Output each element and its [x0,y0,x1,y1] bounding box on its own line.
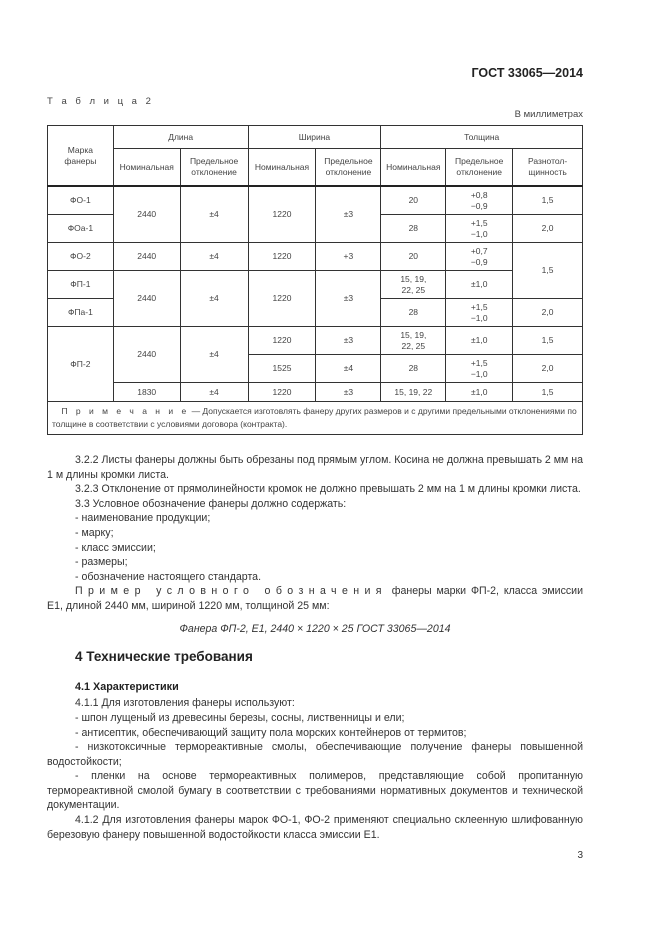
list-item: - шпон лущеный из древесины березы, сосны, лиственницы и ели; [75,711,405,724]
cell-thickness: 15, 19, 22 [381,383,446,402]
cell-length-dev: ±4 [180,327,248,383]
cell-width: 1525 [248,355,316,383]
cell-thickness: 15, 19, 22, 25 [381,327,446,355]
list-item: - класс эмиссии; [75,541,156,554]
paragraph-4-1-2: 4.1.2 Для изготовления фанеры марок ФО-1, ФО-2 применяют специально склеенную шлифованную березовую фанеру повышенной водостойкости класса эмиссии Е1. [47,814,583,841]
cell-width: 1220 [248,186,316,243]
cell-length-dev: ±4 [180,243,248,271]
cell-thickness-dev: +0,8 −0,9 [446,186,513,215]
cell-width-dev: ±3 [316,383,381,402]
table-note [48,402,583,435]
table-row [48,186,583,215]
cell-variation: 2,0 [513,355,583,383]
paragraph-4-1-1: 4.1.1 Для изготовления фанеры используют: [75,697,295,710]
cell-variation: 2,0 [513,299,583,327]
document-code: ГОСТ 33065—2014 [471,66,583,80]
cell-thickness: 20 [381,186,446,215]
note-text: — Допускается изготовлять фанеру других размеров и с другими предельными отклонениями по толщине в соответствии с условиями договора (контракта). [52,406,577,429]
cell-variation: 1,5 [513,243,583,299]
list-item: - размеры; [75,556,128,569]
cell-width-dev: ±3 [316,186,381,243]
list-item: - низкотоксичные термореактивные смолы, обеспечивающие получение фанеры повышенной водостойкости; [47,741,583,768]
header-mark: Марка фанеры [48,126,114,187]
table-units: В миллиметрах [514,109,583,120]
header-thickness: Толщина [381,126,583,149]
cell-width-dev: ±3 [316,271,381,327]
paragraph-3-3: 3.3 Условное обозначение фанеры должно содержать: [75,497,347,510]
dimensions-table [47,125,583,435]
header-variation: Разнотол- щинность [513,149,583,187]
cell-thickness-dev: ±1,0 [446,327,513,355]
cell-width: 1220 [248,271,316,327]
table-row [48,271,583,299]
cell-width: 1220 [248,327,316,355]
document-body [47,453,583,842]
cell-thickness-dev: +1,5 −1,0 [446,215,513,243]
table-title: Т а б л и ц а 2 [47,96,154,107]
cell-length: 1830 [113,383,180,402]
cell-width-dev: +3 [316,243,381,271]
example-formula: Фанера ФП-2, Е1, 2440 × 1220 × 25 ГОСТ 33065—2014 [179,622,451,635]
cell-width: 1220 [248,383,316,402]
cell-mark: ФО-2 [48,243,114,271]
header-nominal: Номинальная [381,149,446,187]
header-width: Ширина [248,126,381,149]
cell-mark: ФП-2 [48,327,114,402]
cell-mark: ФПа-1 [48,299,114,327]
cell-length: 2440 [113,271,180,327]
cell-length-dev: ±4 [180,383,248,402]
subsection-heading-4-1: 4.1 Характеристики [75,680,179,693]
list-item: - антисептик, обеспечивающий защиту пола морских контейнеров от термитов; [75,726,467,739]
list-item: - марку; [75,526,114,539]
header-nominal: Номинальная [113,149,180,187]
cell-variation: 2,0 [513,215,583,243]
paragraph-3-2-3: 3.2.3 Отклонение от прямолинейности кромок не должно превышать 2 мм на 1 м длины кромки листа. [75,483,581,496]
paragraph-3-2-2: 3.2.2 Листы фанеры должны быть обрезаны под прямым углом. Косина не должна превышать 2 мм на 1 м длины кромки листа. [47,454,584,481]
header-nominal: Номинальная [248,149,316,187]
list-item: - наименование продукции; [75,512,211,525]
header-length: Длина [113,126,248,149]
cell-width-dev: ±3 [316,327,381,355]
cell-variation: 1,5 [513,383,583,402]
header-deviation: Предельное отклонение [446,149,513,187]
list-item: - обозначение настоящего стандарта. [75,570,262,583]
table-row [48,383,583,402]
table-row [48,243,583,271]
cell-variation: 1,5 [513,327,583,355]
cell-length: 2440 [113,186,180,243]
cell-thickness: 28 [381,299,446,327]
cell-length: 2440 [113,327,180,383]
cell-mark: ФП-1 [48,271,114,299]
cell-thickness: 20 [381,243,446,271]
cell-variation: 1,5 [513,186,583,215]
example-label: Пример условного обозначения [75,585,387,598]
list-item: - пленки на основе термореактивных полимеров, представляющие собой пропитанную термореактивной смолой бумагу в соответствии с требованиями нормативных документов и технической документации. [47,770,583,812]
cell-mark: ФО-1 [48,186,114,215]
page-number: 3 [577,850,583,861]
cell-thickness: 28 [381,215,446,243]
cell-length: 2440 [113,243,180,271]
header-deviation: Предельное отклонение [316,149,381,187]
example-paragraph [47,584,583,613]
example-text: фанеры марки ФП-2, класса эмиссии Е1, длиной 2440 мм, шириной 1220 мм, толщиной 25 мм: [47,585,583,612]
cell-thickness-dev: +1,5 −1,0 [446,355,513,383]
section-heading-4: 4 Технические требования [75,649,253,665]
cell-thickness-dev: +1,5 −1,0 [446,299,513,327]
cell-width-dev: ±4 [316,355,381,383]
cell-length-dev: ±4 [180,271,248,327]
cell-thickness: 28 [381,355,446,383]
cell-thickness-dev: ±1,0 [446,383,513,402]
cell-thickness-dev: +0,7 −0,9 [446,243,513,271]
cell-length-dev: ±4 [180,186,248,243]
table-row [48,327,583,355]
cell-thickness-dev: ±1,0 [446,271,513,299]
note-label: П р и м е ч а н и е [61,406,190,416]
cell-thickness: 15, 19, 22, 25 [381,271,446,299]
cell-width: 1220 [248,243,316,271]
header-deviation: Предельное отклонение [180,149,248,187]
cell-mark: ФОа-1 [48,215,114,243]
